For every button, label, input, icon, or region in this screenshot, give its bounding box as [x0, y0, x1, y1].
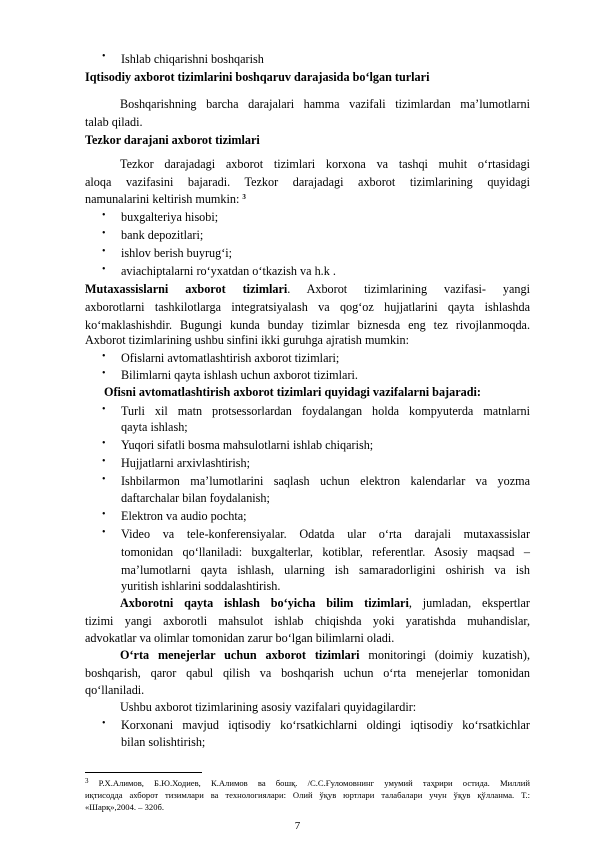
list-item: bank depozitlari; [121, 228, 204, 242]
bullet-icon: • [102, 438, 106, 449]
paragraph-line: qo‘llaniladi. [85, 683, 145, 697]
paragraph-text: monitoringi (doimiy kuzatish), [359, 648, 530, 662]
section-heading: Ofisni avtomatlashtirish axborot tizimlari quyidagi vazifalarni bajaradi: [104, 385, 481, 399]
bold-term: O‘rta menejerlar uchun axborot tizimlari [120, 648, 360, 662]
bullet-icon: • [102, 228, 106, 239]
list-item-continuation: daftarchalar bilan foydalanish; [121, 491, 270, 505]
bold-term: Axborotni qayta ishlash bo‘yicha bilim tizimlari [120, 596, 409, 610]
footnote-reference[interactable]: 3 [242, 193, 246, 201]
paragraph-line: Ushbu axborot tizimlarining asosiy vazifalari quyidagilardir: [120, 700, 417, 714]
list-item: aviachiptalarni ro‘yxatdan o‘tkazish va h.k . [121, 264, 336, 278]
footnote-line: «Шарқ»,2004. – 320б. [85, 802, 165, 812]
list-item-continuation: qayta ishlash; [121, 420, 188, 434]
list-item: Bilimlarni qayta ishlash uchun axborot tizimlari. [121, 368, 358, 382]
paragraph-line: Boshqarishning barcha darajalari hamma vazifali tizimlardan ma’lumotlarni [120, 97, 530, 111]
paragraph-line: aloqa vazifasini bajaradi. Tezkor darajadagi axborot tizimlarining quyidagi [85, 175, 530, 189]
list-item: Hujjatlarni arxivlashtirish; [121, 456, 250, 470]
bullet-icon: • [102, 509, 106, 520]
bullet-icon: • [102, 264, 106, 275]
paragraph-line [85, 192, 530, 207]
bullet-icon: • [102, 351, 106, 362]
list-item: ishlov berish buyrug‘i; [121, 246, 233, 260]
paragraph-line [120, 648, 530, 663]
footnote-line: иқтисодда ахборот тизимлари ва технологиялари: Олий ўқув юртлари талабалари учун ўқув қўлланма. Т.: [85, 790, 530, 800]
paragraph-text: . Axborot tizimlarining vazifasi- yangi [287, 282, 531, 296]
bullet-icon: • [102, 51, 106, 62]
paragraph-line: Tezkor darajadagi axborot tizimlari korxona va tashqi muhit o‘rtasidagi [120, 157, 530, 171]
bold-term: Mutaxassislarni axborot tizimlari [85, 282, 288, 296]
list-item: Ishbilarmon ma’lumotlarini saqlash uchun elektron kalendarlar va yozma [121, 474, 530, 488]
paragraph-line: Axborot tizimlarining ushbu sinfini ikki guruhga ajratish mumkin: [85, 333, 409, 347]
list-item: Video va tele-konferensiyalar. Odatda ular o‘rta darajali mutaxassislar [121, 527, 530, 541]
bullet-icon: • [102, 474, 106, 485]
list-item: Yuqori sifatli bosma mahsulotlarni ishlab chiqarish; [121, 438, 374, 452]
paragraph-line: tizimi yangi axborotli mahsulot ishlab chiqishda yoki yaratishda muhandislar, [85, 614, 530, 628]
paragraph-line: axborotlarni tashkilotlarga integratsiyalash va qog‘oz hujjatlarini qayta ishlashda [85, 300, 530, 314]
bullet-icon: • [102, 718, 106, 729]
section-heading: Tezkor darajani axborot tizimlari [85, 133, 260, 147]
paragraph-line [85, 282, 530, 297]
footnote-divider [85, 772, 202, 773]
list-item-continuation: ma’lumotlarni qayta ishlash, ularning ish samaradorligini oshirish va ish [121, 563, 530, 577]
bullet-icon: • [102, 368, 106, 379]
list-item-continuation: bilan solishtirish; [121, 735, 206, 749]
list-item: Ishlab chiqarishni boshqarish [121, 52, 264, 66]
list-item: Elektron va audio pochta; [121, 509, 247, 523]
footnote-text: Р.Х.Алимов, Б.Ю.Ходиев, К.Алимов ва бошқ. /С.С.Ғуломовнинг умумий таҳрири остида. Миллий [98, 778, 530, 788]
section-heading: Iqtisodiy axborot tizimlarini boshqaruv darajasida bo‘lgan turlari [85, 70, 430, 84]
paragraph-line: boshqarish, qaror qabul qilish va boshqarish uchun o‘rta menejerlar tomonidan [85, 666, 530, 680]
bullet-icon: • [102, 404, 106, 415]
bullet-icon: • [102, 527, 106, 538]
bullet-icon: • [102, 456, 106, 467]
paragraph-line: advokatlar va olimlar tomonidan zarur bo‘lgan bilimlarni oladi. [85, 631, 395, 645]
paragraph-text: , jumladan, ekspertlar [408, 596, 530, 610]
bullet-icon: • [102, 210, 106, 221]
footnote-line [85, 778, 530, 790]
list-item-continuation: yuritish ishlarini soddalashtirish. [121, 579, 281, 593]
paragraph-text: namunalarini keltirish mumkin: [85, 192, 240, 206]
paragraph-line [120, 596, 530, 611]
list-item-continuation: tomonidan qo‘llaniladi: buxgalterlar, kotiblar, referentlar. Asosiy maqsad – [121, 545, 530, 559]
list-item: buxgalteriya hisobi; [121, 210, 219, 224]
list-item: Turli xil matn protsessorlardan foydalangan holda kompyuterda matnlarni [121, 404, 530, 418]
footnote-mark: 3 [85, 777, 89, 785]
list-item: Ofislarni avtomatlashtirish axborot tizimlari; [121, 351, 340, 365]
paragraph-line: ko‘maklashishdir. Bugungi kunda bunday tizimlar biznesda eng tez rivojlanmoqda. [85, 318, 530, 332]
paragraph-line: talab qiladi. [85, 115, 143, 129]
bullet-icon: • [102, 246, 106, 257]
list-item: Korxonani mavjud iqtisodiy ko‘rsatkichlarni oldingi iqtisodiy ko‘rsatkichlar [121, 718, 530, 732]
page-number: 7 [294, 820, 301, 832]
